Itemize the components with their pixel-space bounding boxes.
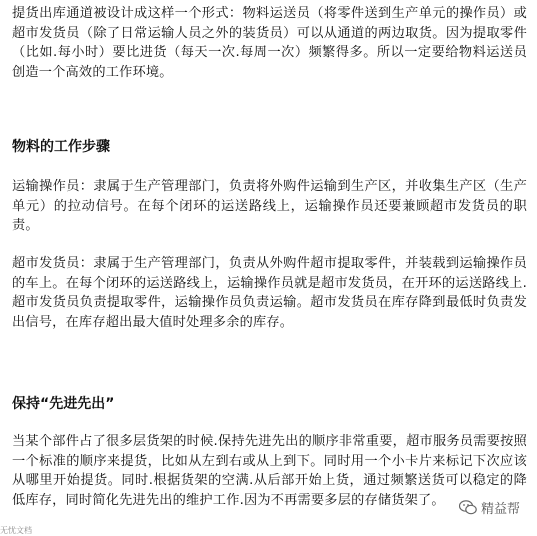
wechat-icon <box>459 500 477 515</box>
paragraph-transport-operator: 运输操作员：隶属于生产管理部门，负责将外购件运输到生产区，并收集生产区（生产单元）的拉动信号。在每个闭环的运送路线上，运输操作员还要兼顾超市发货员的职责。 <box>12 179 527 233</box>
watermark <box>456 497 523 518</box>
paragraph-intro: 提货出库通道被设计成这样一个形式：物料运送员（将零件送到生产单元的操作员）或超市发货员（除了日常运输人员之外的装货员）可以从通道的两边取货。因为提取零件（比如.每小时）要比进货（每天一次.每周一次）频繁得多。所以一定要给物料运送员创造一个高效的工作环境。 <box>12 6 527 80</box>
paragraph-supermarket-dispatcher: 超市发货员：隶属于生产管理部门，负责从外购件超市提取零件，并装载到运输操作员的车上。在每个闭环的运送路线上，运输操作员就是超市发货员，在开环的运送路线上.超市发货员负责提取零件，运输操作员负责运输。超市发货员在库存降到最低时负责发出信号，在库存超出最大值时处理多余的库存。 <box>12 256 527 330</box>
heading-work-steps: 物料的工作步骤 <box>12 139 110 155</box>
paragraph-fifo: 当某个部件占了很多层货架的时候.保持先进先出的顺序非常重要，超市服务员需要按照一个标准的顺序来提货，比如从左到右或从上到下。同时用一个小卡片来标记下次应该从哪里开始提货。同时.根据货架的空满.从后部开始上货，通过频繁送货可以稳定的降低库存，同时简化先进先出的维护工作.因为不再需要多层的存储货架了。 <box>12 434 527 508</box>
corner-watermark-text: 无忧文档 <box>0 526 32 535</box>
watermark-label: 精益帮 <box>480 502 520 517</box>
heading-fifo: 保持“先进先出” <box>12 396 115 412</box>
